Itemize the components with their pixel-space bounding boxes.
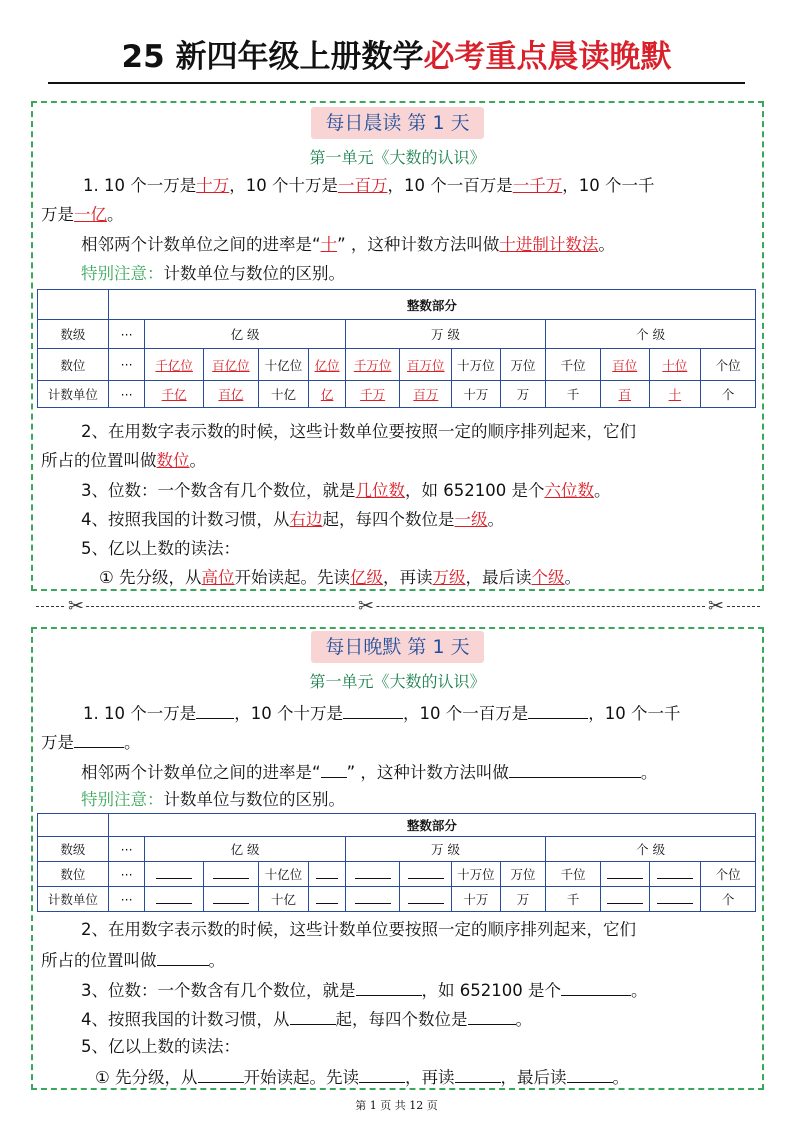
evening-unit-title: 第一单元《大数的认识》 (309, 672, 486, 691)
morning-q1-line2: 万是一亿。 (41, 205, 124, 224)
page-footer: 第 1 页 共 12 页 (355, 1099, 438, 1112)
evening-q1-line2: 万是 。 (41, 730, 141, 754)
evening-q2-line1: 2、在用数字表示数的时候，这些计数单位要按照一定的顺序排列起来，它们 (81, 920, 636, 939)
evening-q4: 4、按照我国的计数习惯，从 起，每四个数位是 。 (81, 1007, 532, 1031)
morning-q4: 4、按照我国的计数习惯，从右边起，每四个数位是一级。 (81, 510, 504, 529)
evening-place-value-table: 整数部分 数级 ··· 亿 级 万 级 个 级 数位 ··· 十亿位 十万位 万位 千位 个位 计数单位 ··· 十亿 十万 万 千 个 (37, 813, 756, 912)
evening-q5-step1: ① 先分级，从 开始读起。先读 ，再读 ，最后读 。 (95, 1065, 629, 1089)
evening-title: 每日晚默 第 1 天 (33, 631, 762, 663)
morning-rate-line: 相邻两个计数单位之间的进率是“十” ，这种计数方法叫做十进制计数法。 (81, 235, 615, 254)
morning-q5-step1: ① 先分级，从高位开始读起。先读亿级，再读万级，最后读个级。 (99, 568, 582, 587)
evening-q3: 3、位数：一个数含有几个数位，就是 ，如 652100 是个 。 (81, 978, 647, 1002)
table-header: 整数部分 (108, 814, 755, 837)
evening-recitation-box (31, 627, 764, 1090)
morning-q1-line1: 1. 10 个一万是十万，10 个十万是一百万，10 个一百万是一千万，10 个一千 (83, 176, 655, 195)
morning-note: 特别注意：计数单位与数位的区别。 (81, 264, 345, 283)
morning-q5: 5、亿以上数的读法： (81, 539, 240, 558)
evening-rate-line: 相邻两个计数单位之间的进率是“ ” ，这种计数方法叫做 。 (81, 760, 657, 784)
evening-q5: 5、亿以上数的读法： (81, 1037, 240, 1056)
evening-q1-line1: 1. 10 个一万是 ，10 个十万是 ，10 个一百万是 ，10 个一千 (83, 701, 680, 725)
cut-line (36, 606, 760, 607)
morning-title: 每日晨读 第 1 天 (33, 107, 762, 139)
morning-unit-title: 第一单元《大数的认识》 (309, 148, 486, 167)
scissors-icon: ✂ (68, 595, 84, 617)
table-header: 整数部分 (108, 290, 755, 320)
morning-q2-line2: 所占的位置叫做数位。 (41, 451, 206, 470)
morning-place-value-table: 整数部分 数级 ··· 亿 级 万 级 个 级 数位 ··· 千亿位 百亿位 十亿位 亿位 千万位 百万位 十万位 万位 千位 百位 十位 个位 计数单位 ··· 千亿 百亿 十亿 亿 千万 百万 十万 万 千 百 十 个 (37, 289, 756, 408)
scissors-icon: ✂ (708, 595, 724, 617)
page-title: 25 新四年级上册数学必考重点晨读晚默 (121, 39, 672, 75)
morning-q2-line1: 2、在用数字表示数的时候，这些计数单位要按照一定的顺序排列起来，它们 (81, 422, 636, 441)
evening-q2-line2: 所占的位置叫做 。 (41, 948, 225, 972)
morning-q3: 3、位数：一个数含有几个数位，就是几位数，如 652100 是个六位数。 (81, 481, 611, 500)
evening-note: 特别注意：计数单位与数位的区别。 (81, 790, 345, 809)
title-underline (48, 82, 745, 84)
morning-reading-box (31, 101, 764, 591)
scissors-icon: ✂ (358, 595, 374, 617)
